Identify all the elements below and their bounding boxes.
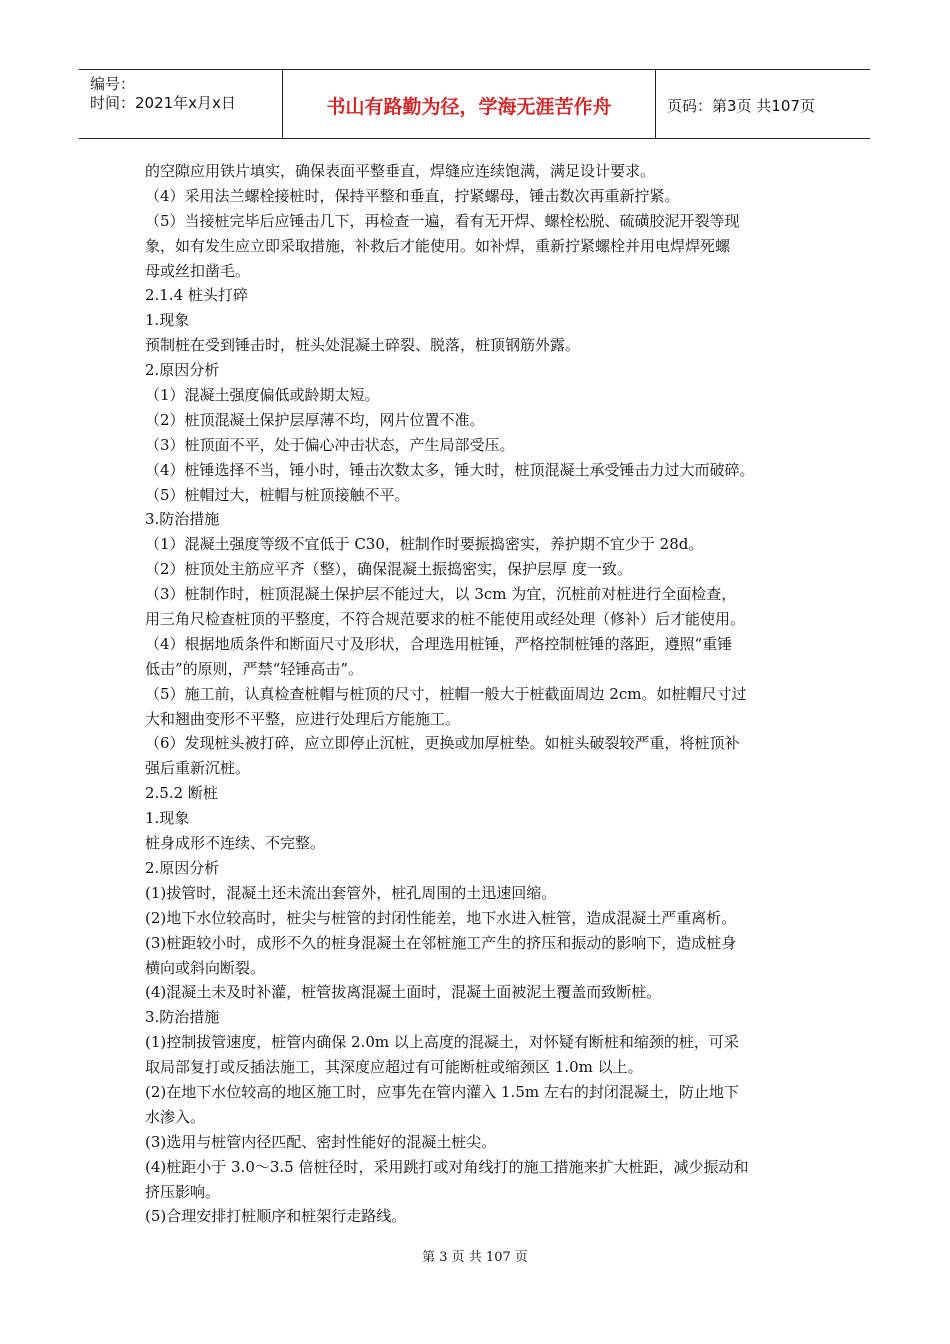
body-text-line: （2）桩顶处主筋应平齐（整），确保混凝土振捣密实，保护层厚 度一致。 <box>145 560 632 579</box>
body-text-line: 低击”的原则，严禁“轻锤高击”。 <box>145 659 364 678</box>
body-text-line: 水渗入。 <box>145 1107 206 1126</box>
body-text-line: 强后重新沉桩。 <box>145 759 251 778</box>
body-text-line: 2.5.2 断桩 <box>145 784 218 803</box>
body-text-line: (4)混凝土未及时补灌，桩管拔离混凝土面时，混凝土面被泥土覆盖而致断桩。 <box>145 983 662 1002</box>
body-text-line: (3)选用与桩管内径匹配、密封性能好的混凝土桩尖。 <box>145 1132 497 1151</box>
body-text-line: （3）桩顶面不平，处于偏心冲击状态，产生局部受压。 <box>145 435 515 454</box>
body-text-line: (3)桩距较小时，成形不久的桩身混凝土在邻桩施工产生的挤压和振动的影响下，造成桩身 <box>145 933 737 952</box>
body-text-line: 2.原因分析 <box>145 361 220 380</box>
header-page-cell <box>656 70 870 138</box>
body-text-line: 大和翘曲变形不平整，应进行处理后方能施工。 <box>145 709 461 728</box>
body-text-line: 1.现象 <box>145 809 190 828</box>
body-text-line: 挤压影响。 <box>145 1182 221 1201</box>
document-date-label: 时间：2021年x月x日 <box>90 94 236 112</box>
body-text-line: 1.现象 <box>145 311 190 330</box>
body-text-line: 取局部复打或反插法施工，其深度应超过有可能断桩或缩颈区 1.0m 以上。 <box>145 1058 643 1077</box>
body-text-line: （4）根据地质条件和断面尺寸及形状，合理选用桩锤，严格控制桩锤的落距，遵照“重锤 <box>145 634 733 653</box>
body-text-line: 母或丝扣凿毛。 <box>145 261 251 280</box>
body-text-line: 3.防治措施 <box>145 510 220 529</box>
body-text-line: 横向或斜向断裂。 <box>145 958 266 977</box>
body-text-line: 象，如有发生应立即采取措施，补救后才能使用。如补焊，重新拧紧螺栓并用电焊焊死螺 <box>145 236 731 255</box>
body-text-line: 的空隙应用铁片填实，确保表面平整垂直，焊缝应连续饱满，满足设计要求。 <box>145 162 656 180</box>
body-text-line: (1)控制拔管速度，桩管内确保 2.0m 以上高度的混凝土，对怀疑有断桩和缩颈的桩，可采 <box>145 1033 739 1052</box>
body-text-line: （1）混凝土强度等级不宜低于 C30，桩制作时要振捣密实，养护期不宜少于 28d。 <box>145 535 704 554</box>
body-text-line: 2.原因分析 <box>145 858 220 877</box>
header-motto-cell <box>283 70 656 138</box>
body-text-line: （3）桩制作时，桩顶混凝土保护层不能过大，以 3cm 为宜，沉桩前对桩进行全面检查， <box>145 585 737 604</box>
body-text-line: (1)拔管时，混凝土还未流出套管外，桩孔周围的土迅速回缩。 <box>145 883 557 902</box>
body-text-line: （5）施工前，认真检查桩帽与桩顶的尺寸，桩帽一般大于桩截面周边 2cm。如桩帽尺寸过 <box>145 684 747 703</box>
body-text-line: 预制桩在受到锤击时，桩头处混凝土碎裂、脱落，桩顶钢筋外露。 <box>145 336 581 355</box>
body-text-line: (2)地下水位较高时，桩尖与桩管的封闭性能差，地下水进入桩管，造成混凝土严重离析。 <box>145 908 737 927</box>
body-text-line: （4）采用法兰螺栓接桩时，保持平整和垂直，拧紧螺母，锤击数次再重新拧紧。 <box>145 186 680 205</box>
body-text-line: （5）桩帽过大，桩帽与桩顶接触不平。 <box>145 485 410 504</box>
header-meta-cell <box>79 70 283 138</box>
header-motto: 书山有路勤为径，学海无涯苦作舟 <box>326 96 612 118</box>
body-text-line: (5)合理安排打桩顺序和桩架行走路线。 <box>145 1207 407 1226</box>
page-header <box>79 69 870 139</box>
body-text-line: 3.防治措施 <box>145 1008 220 1027</box>
body-text-line: 桩身成形不连续、不完整。 <box>145 834 326 853</box>
body-text-line: （2）桩顶混凝土保护层厚薄不均，网片位置不准。 <box>145 410 485 429</box>
document-number-label: 编号： <box>90 75 136 93</box>
body-text-line: （6）发现桩头被打碎，应立即停止沉桩，更换或加厚桩垫。如桩头破裂较严重，将桩顶补 <box>145 734 740 753</box>
body-text-line: 用三角尺检查桩顶的平整度，不符合规范要求的桩不能使用或经处理（修补）后才能使用。 <box>145 610 746 629</box>
body-text-line: （1）混凝土强度偏低或龄期太短。 <box>145 386 380 405</box>
body-text-line: (4)桩距小于 3.0～3.5 倍桩径时，采用跳打或对角线打的施工措施来扩大桩距，减少振动和 <box>145 1157 749 1176</box>
body-text-line: 2.1.4 桩头打碎 <box>145 286 248 305</box>
header-page-info: 页码：第3页 共107页 <box>667 97 815 115</box>
body-text-line: (2)在地下水位较高的地区施工时，应事先在管内灌入 1.5m 左右的封闭混凝土，防止地下 <box>145 1082 739 1101</box>
document-body <box>145 159 825 1229</box>
page-footer: 第 3 页 共 107 页 <box>422 1250 528 1265</box>
body-text-line: （4）桩锤选择不当，锤小时，锤击次数太多，锤大时，桩顶混凝土承受锤击力过大而破碎。 <box>145 460 755 479</box>
body-text-line: （5）当接桩完毕后应锤击几下，再检查一遍，看有无开焊、螺栓松脱、硫磺胶泥开裂等现 <box>145 211 740 230</box>
